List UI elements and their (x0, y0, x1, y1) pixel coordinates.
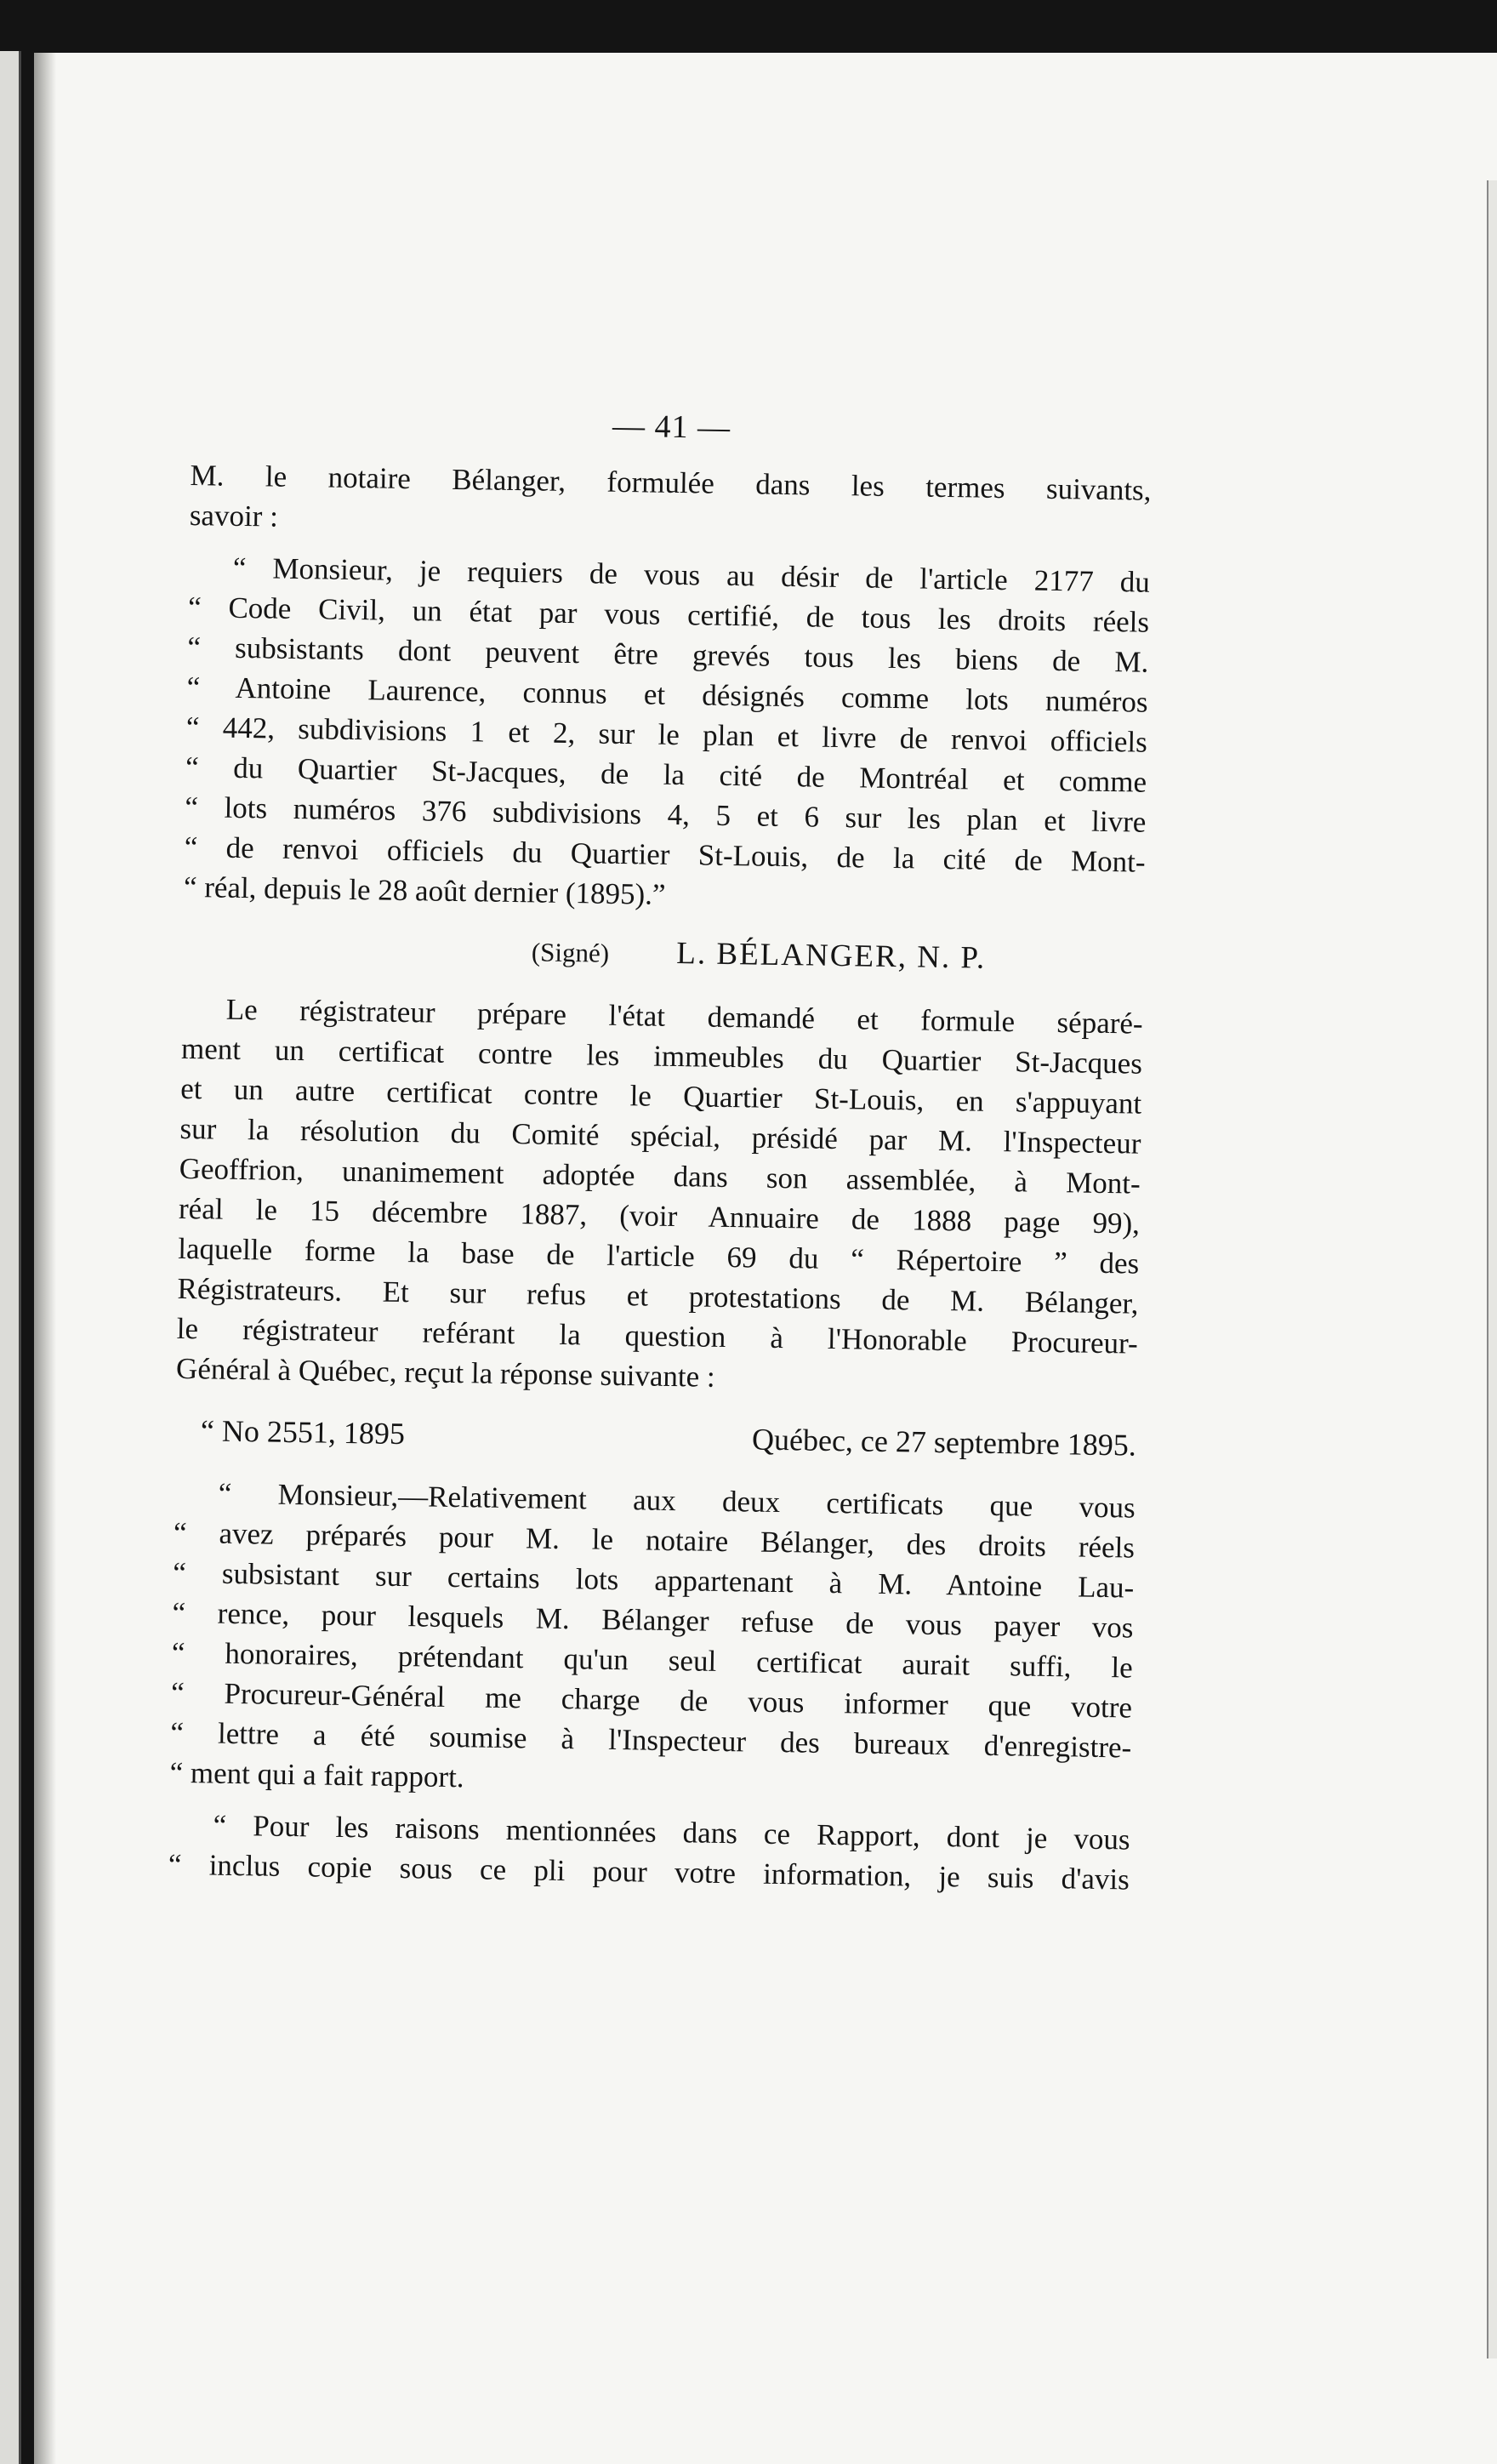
paragraph-letter-continuation (168, 1805, 1130, 1900)
text-line: “ lettre a été soumise à l'Inspecteur des bureaux d'enregistre- (170, 1715, 1132, 1765)
text-line: “ réal, depuis le 28 août dernier (1895).” (183, 870, 666, 911)
text-line: “ lots numéros 376 subdivisions 4, 5 et 6 sur les plan et livre (185, 790, 1147, 839)
letter-reference: “ No 2551, 1895 (200, 1413, 406, 1452)
text-line: Général à Québec, reçut la réponse suivante : (175, 1351, 715, 1394)
text-line: “ subsistant sur certains lots appartenant à M. Antoine Lau- (173, 1555, 1135, 1605)
text-line: Le régistrateur prépare l'état demandé et formule séparé- (225, 992, 1143, 1041)
text-line: “ inclus copie sous ce pli pour votre information, je suis d'avis (168, 1847, 1130, 1896)
text-line: “ Pour les raisons mentionnées dans ce Rapport, dont je vous (213, 1808, 1130, 1857)
text-line: “ Antoine Laurence, connus et désignés comme lots numéros (186, 670, 1148, 719)
text-line: sur la résolution du Comité spécial, présidé par M. l'Inspecteur (179, 1111, 1141, 1161)
text-line: ment un certificat contre les immeubles du Quartier St-Jacques (180, 1031, 1143, 1081)
page-number: — 41 — (612, 408, 731, 446)
text-line: M. le notaire Bélanger, formulée dans les termes suivants, (190, 458, 1152, 507)
text-line: le régistrateur reférant la question à l'Honorable Procureur- (176, 1311, 1139, 1360)
text-line: laquelle forme la base de l'article 69 du “ Répertoire ” des (178, 1231, 1140, 1280)
paragraph-quoted-request (184, 547, 1151, 922)
letter-header (175, 1411, 1137, 1466)
page-text (168, 400, 1152, 1912)
letter-place-date: Québec, ce 27 septembre 1895. (751, 1422, 1137, 1463)
previous-page-edge (0, 51, 21, 2464)
text-line: “ Procureur-Général me charge de vous informer que votre (170, 1675, 1133, 1725)
text-line: “ du Quartier St-Jacques, de la cité de Montréal et comme (185, 750, 1147, 799)
text-line: “ avez préparés pour M. le notaire Bélanger, des droits réels (173, 1515, 1136, 1565)
text-line: “ ment qui a fait rapport. (169, 1755, 464, 1794)
paragraph-request-intro (190, 455, 1152, 550)
signature-line (183, 926, 1145, 982)
text-line: “ de renvoi officiels du Quartier St-Louis, de la cité de Mont- (184, 830, 1146, 879)
text-line: savoir : (189, 498, 279, 533)
signature-note: (Signé) (531, 937, 610, 968)
text-line: Geoffrion, unanimement adoptée dans son assemblée, à Mont- (179, 1151, 1141, 1201)
text-line: Régistrateurs. Et sur refus et protestations de M. Bélanger, (177, 1271, 1139, 1320)
next-page-edge (1487, 180, 1497, 2358)
text-line: “ Code Civil, un état par vous certifié, de tous les droits réels (187, 590, 1150, 639)
text-line: “ 442, subdivisions 1 et 2, sur le plan et livre de renvoi officiels (185, 710, 1148, 759)
page-fold-shadow (34, 53, 56, 2464)
paragraph-letter-body (169, 1473, 1136, 1808)
signature-name: L. BÉLANGER, N. P. (676, 936, 987, 976)
text-line: “ subsistants dont peuvent être grevés tous les biens de M. (187, 630, 1149, 679)
text-line: “ Monsieur,—Relativement aux deux certificats que vous (218, 1476, 1136, 1525)
paragraph-registrar (176, 989, 1143, 1404)
text-line: réal le 15 décembre 1887, (voir Annuaire de 1888 page 99), (178, 1191, 1141, 1241)
text-line: “ honoraires, prétendant qu'un seul certificat aurait suffi, le (171, 1635, 1134, 1685)
text-line: “ Monsieur, je requiers de vous au désir de l'article 2177 du (232, 550, 1151, 599)
text-line: et un autre certificat contre le Quartier St-Louis, en s'appuyant (179, 1071, 1142, 1121)
text-line: “ rence, pour lesquels M. Bélanger refuse de vous payer vos (172, 1595, 1134, 1645)
